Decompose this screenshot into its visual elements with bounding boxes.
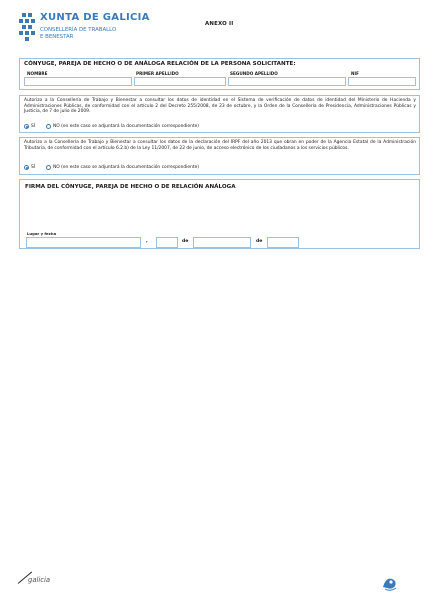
identity-no-label: NO (en este caso se adjuntará la documentación correspondiente): [53, 124, 200, 129]
de-separator-1: de: [182, 239, 189, 244]
tax-no-label: NO (en este caso se adjuntará la documentación correspondiente): [53, 165, 200, 170]
nombre-input[interactable]: [24, 77, 132, 86]
brand-name: XUNTA DE GALICIA: [40, 12, 150, 23]
tax-yes-radio[interactable]: [24, 165, 29, 170]
de-separator-2: de: [256, 239, 263, 244]
signature-title: FIRMA DEL CÓNYUGE, PAREJA DE HECHO O DE RELACIÓN ANÁLOGA: [25, 184, 236, 190]
xunta-logo: [18, 12, 158, 56]
comma-separator: ,: [146, 239, 148, 244]
section-title: CÓNYUGE, PAREJA DE HECHO O DE ANÁLOGA RELACIÓN DE LA PERSONA SOLICITANTE:: [24, 61, 296, 67]
day-input[interactable]: [156, 237, 178, 248]
month-input[interactable]: [193, 237, 251, 248]
department-name: [40, 27, 116, 41]
identity-yes-radio[interactable]: [24, 124, 29, 129]
galicia-logo: galicia: [28, 576, 51, 584]
tax-no-radio[interactable]: [46, 165, 51, 170]
field-label-nif: NIF: [351, 71, 359, 76]
identity-authorization-section: [19, 95, 420, 133]
identity-no-option[interactable]: [46, 124, 199, 129]
galicia-emblem-icon: [380, 573, 400, 593]
field-label-primer-apellido: PRIMER APELLIDO: [136, 71, 179, 76]
nif-input[interactable]: [348, 77, 416, 86]
tax-yes-option[interactable]: [24, 165, 35, 170]
place-input[interactable]: [26, 237, 141, 248]
department-line1: CONSELLERÍA DE TRABALLO: [40, 27, 117, 33]
spouse-data-section: [19, 58, 420, 90]
identity-no-radio[interactable]: [46, 124, 51, 129]
tax-authorization-section: [19, 137, 420, 175]
identity-authorization-text: Autorizo a la Consellería de Trabajo y Bienestar a consultar los datos de identidad en el Sistema de verificación de datos de identidad del Ministerio de Hacienda y Administraciones Públicas, de conformidad con el artículo 2 del Decreto 255/2008, de 23 de octubre, y la Orden de la Consellería de Presidencia, Administraciones Públicas y Justicia, de 7 de julio de 2009.: [24, 98, 416, 115]
annex-title: ANEXO II: [205, 21, 234, 27]
segundo-apellido-input[interactable]: [228, 77, 346, 86]
tax-authorization-text: Autorizo a la Consellería de Trabajo y Bienestar a consultar los datos de la declaración del IRPF del año 2013 que obran en poder de la Agencia Estatal de la Administración Tributaria, de conformidad con el artículo 6.2.b) de la Ley 11/2007, de 22 de junio, de acceso electrónico de los ciudadanos a los servicios públicos.: [24, 140, 416, 151]
department-line2: E BENESTAR: [40, 34, 74, 40]
tax-no-option[interactable]: [46, 165, 199, 170]
xunta-emblem-icon: [18, 12, 36, 42]
year-input[interactable]: [267, 237, 299, 248]
signature-section: [19, 179, 420, 249]
tax-yes-label: SÍ: [31, 165, 36, 170]
primer-apellido-input[interactable]: [134, 77, 226, 86]
field-label-nombre: NOMBRE: [27, 71, 48, 76]
identity-yes-label: SÍ: [31, 124, 36, 129]
identity-yes-option[interactable]: [24, 124, 35, 129]
place-date-label: Lugar y fecha: [27, 231, 57, 236]
field-label-segundo-apellido: SEGUNDO APELLIDO: [230, 71, 278, 76]
